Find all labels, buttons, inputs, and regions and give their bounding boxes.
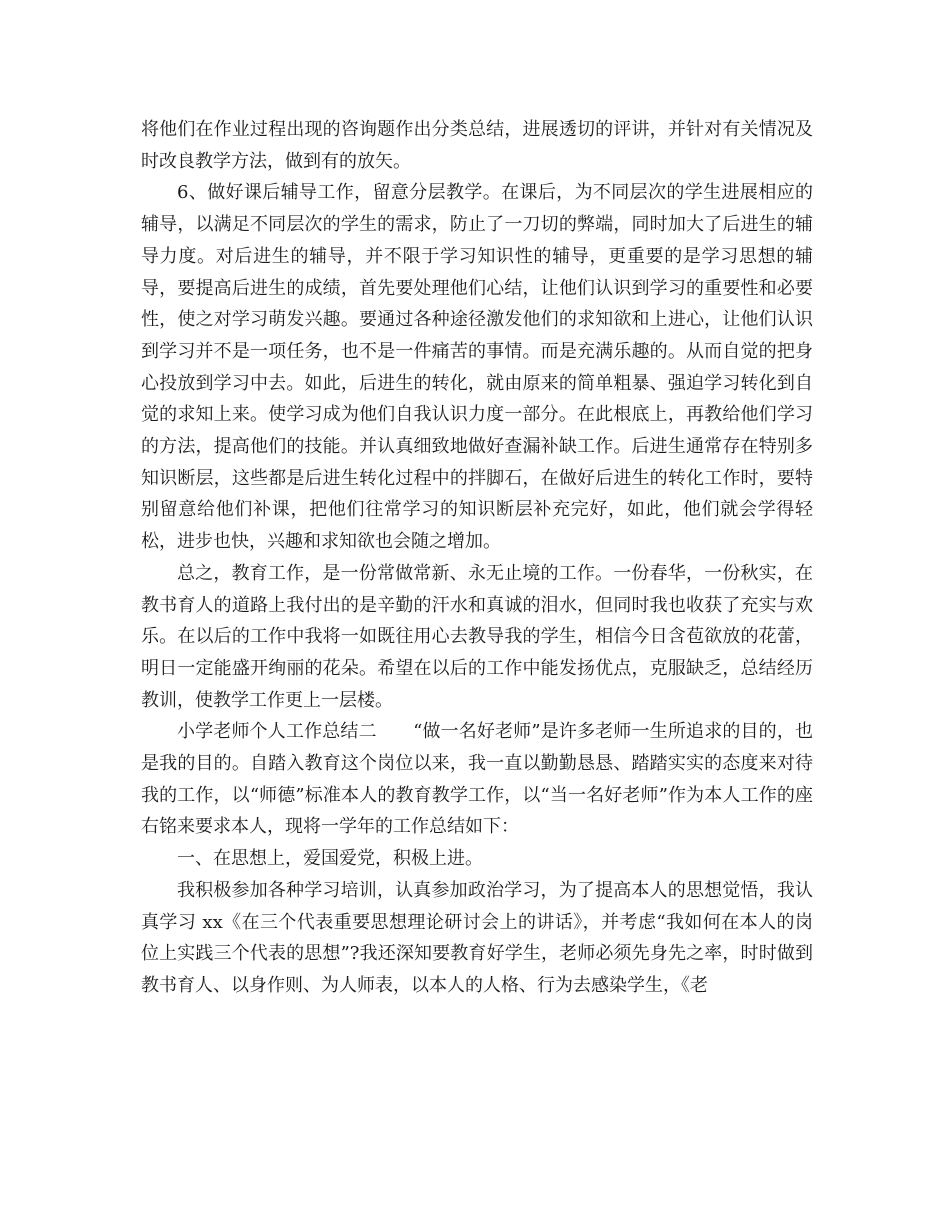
paragraph-conclusion: 总之，教育工作，是一份常做常新、永无止境的工作。一份春华，一份秋实，在教书育人的道路上我付出的是辛勤的汗水和真诚的泪水，但同时我也收获了充实与欢乐。在以后的工作中我将一如既往用心去教导我的学生，相信今日含苞欲放的花蕾，明日一定能盛开绚丽的花朵。希望在以后的工作中能发扬优点，克服缺乏，总结经历教训，使教学工作更上一层楼。 [141, 562, 813, 711]
paragraph-political-study: 我积极参加各种学习培训，认真参加政治学习，为了提高本人的思想觉悟，我认真学习 xx《在三个代表重要思想理论研讨会上的讲话》，并考虑“我如何在本人的岗位上实践三个代表的思想”?我还深知要教育好学生，老师必须先身先之率，时时做到教书育人、以身作则、为人师表，以本人的人格、行为去感染学生，《老 [141, 879, 813, 996]
section-heading-ideology: 一、在思想上，爱国爱党，积极上进。 [177, 848, 483, 870]
paragraph-tutoring: 6、做好课后辅导工作，留意分层教学。在课后，为不同层次的学生进展相应的辅导，以满足不同层次的学生的需求，防止了一刀切的弊端，同时加大了后进生的辅导力度。对后进生的辅导，并不限于学习知识性的辅导，更重要的是学习思想的辅导，要提高后进生的成绩，首先要处理他们心结，让他们认识到学习的重要性和必要性，使之对学习萌发兴趣。要通过各种途径激发他们的求知欲和上进心，让他们认识到学习并不是一项任务，也不是一件痛苦的事情。而是充满乐趣的。从而自觉的把身心投放到学习中去。如此，后进生的转化，就由原来的简单粗暴、强迫学习转化到自觉的求知上来。使学习成为他们自我认识力度一部分。在此根底上，再教给他们学习的方法，提高他们的技能。并认真细致地做好查漏补缺工作。后进生通常存在特别多知识断层，这些都是后进生转化过程中的拌脚石，在做好后进生的转化工作时，要特别留意给他们补课，把他们往常学习的知识断层补充完好，如此，他们就会学得轻松，进步也快，兴趣和求知欲也会随之增加。 [141, 182, 813, 553]
paragraph-summary-two-intro: 小学老师个人工作总结二 “做一名好老师”是许多老师一生所追求的目的，也是我的目的。自踏入教育这个岗位以来，我一直以勤勤恳恳、踏踏实实的态度来对待我的工作，以“师德”标准本人的教育教学工作，以“当一名好老师”作为本人工作的座右铭来要求本人，现将一学年的工作总结如下： [141, 721, 813, 838]
document-body [141, 114, 813, 1002]
paragraph-continuation: 将他们在作业过程出现的咨询题作出分类总结，进展透切的评讲，并针对有关情况及时改良教学方法，做到有的放矢。 [141, 119, 813, 172]
